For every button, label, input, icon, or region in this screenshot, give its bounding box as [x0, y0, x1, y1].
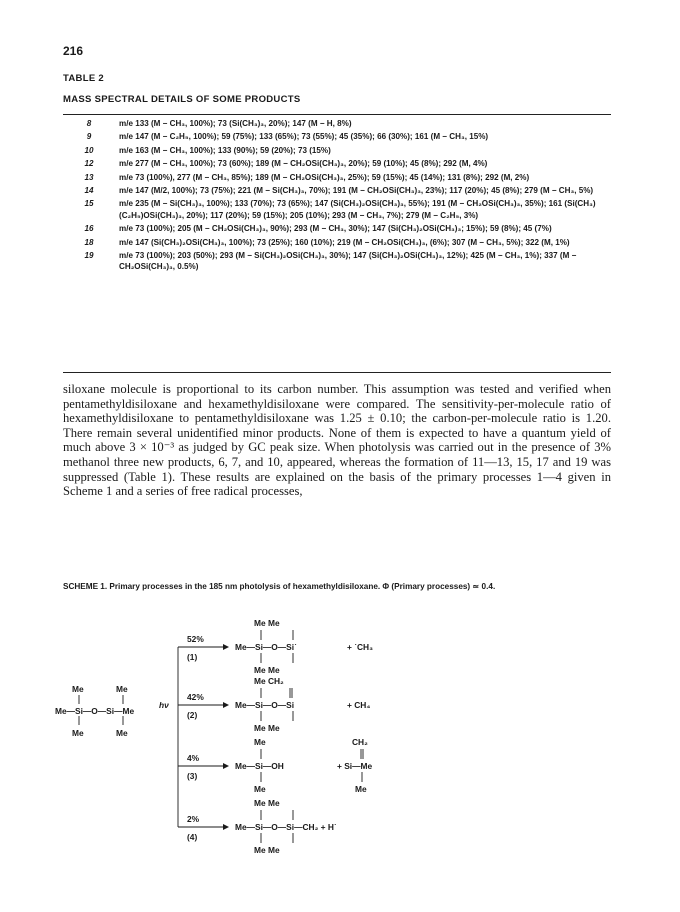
process-product: Me—Si—O—Si—CH₂ + H˙	[235, 822, 337, 832]
body-paragraph	[63, 382, 611, 499]
table-bottom-rule	[63, 372, 611, 373]
table-caption: MASS SPECTRAL DETAILS OF SOME PRODUCTS	[63, 94, 301, 105]
process-coproduct: + CH₄	[347, 700, 371, 710]
table-top-rule	[63, 114, 611, 115]
table-row	[63, 237, 611, 248]
paragraph-text: siloxane molecule is proportional to its carbon number. This assumption was tested and verified when pentamethyldisiloxane and hexamethyldisiloxane were compared. The sensitivity-per-molecule ratio of hexamethyldisiloxane to pentamethyldisiloxane was 1.25 ± 0.10; the carbon-per-molecule ratio is 1.20. There remain several unidentified minor products. None of them is expected to have a quantum yield of much above 3 × 10⁻³ as judged by GC peak size. When photolysis was carried out in the presence of 3% methanol three new products, 6, 7, and 10, appeared, whereas the formation of 11—13, 15, 17 and 19 was suppressed (Table 1). These results are explained on the basis of the primary processes 1—4 given in Scheme 1 and a series of free radical processes,	[63, 382, 611, 499]
spectral-details: m/e 147 (M/2, 100%); 73 (75%); 221 (M − Si(CH₃)₃, 70%); 191 (M − CH₂OSi(CH₃)₃, 23%); 117 (20%); 45 (8%); 279 (M − CH₃, 5%)	[119, 186, 594, 196]
reactant-methyl: Me	[116, 684, 128, 694]
table-row	[63, 131, 611, 142]
process-percent: 42%	[187, 692, 204, 702]
spectral-details: m/e 235 (M − Si(CH₃)₃, 100%); 133 (70%); 73 (65%); 147 (Si(CH₃)₂OSi(CH₃)₃, 55%); 191 (M − CH₂OSi(CH₃)₃, 35%); 161 (Si(CH₃)(C₂H₅)OSi(CH₃)₃, 20%); 117 (20%); 59 (15%); 205 (10%); 293 (M − CH₃, 7%); 279 (M − C₂H₅, 3%)	[119, 199, 596, 220]
process-top-groups: Me Me	[254, 618, 280, 628]
process-bottom-groups: Me Me	[254, 723, 280, 733]
table-row	[63, 223, 611, 234]
spectral-details: m/e 147 (M − C₂H₅, 100%); 59 (75%); 133 (65%); 73 (55%); 45 (35%); 66 (30%); 161 (M − CH₃, 15%)	[119, 132, 489, 142]
table-label: TABLE 2	[63, 73, 104, 84]
compound-number: 14	[84, 186, 94, 196]
compound-number: 19	[84, 251, 94, 261]
spectral-details: m/e 277 (M − CH₃, 100%); 73 (60%); 189 (M − CH₂OSi(CH₃)₃, 20%); 59 (10%); 45 (8%); 292 (M, 4%)	[119, 159, 488, 169]
process-number: (2)	[187, 710, 198, 720]
process-bottom-groups: Me Me	[254, 665, 280, 675]
process-product: Me—Si—O—Si˙	[235, 642, 297, 652]
compound-number: 8	[86, 119, 92, 128]
process-bottom-groups: Me Me	[254, 845, 280, 855]
scheme-caption: SCHEME 1. Primary processes in the 185 nm photolysis of hexamethyldisiloxane. Φ (Primary processes) ≃ 0.4.	[63, 582, 496, 591]
table-row	[63, 118, 611, 129]
table-row	[63, 172, 611, 183]
table-row	[63, 145, 611, 156]
process-number: (1)	[187, 652, 198, 662]
compound-number: 18	[84, 237, 94, 247]
process-number: (4)	[187, 832, 198, 842]
arrowhead-3	[223, 763, 229, 769]
spectral-details: m/e 147 (Si(CH₃)₂OSi(CH₃)₃, 100%); 73 (25%); 160 (10%); 219 (M − CH₂OSi(CH₃)₃, (6%); 307 (M − CH₃, 5%); 322 (M, 1%)	[119, 237, 570, 247]
process-percent: 4%	[187, 753, 200, 763]
process-percent: 2%	[187, 814, 200, 824]
process-coproduct-bottom: Me	[355, 784, 367, 794]
process-coproduct-top: CH₂	[352, 737, 368, 747]
table-row	[63, 198, 611, 221]
process-top-groups: Me	[254, 737, 266, 747]
spectral-details: m/e 73 (100%); 205 (M − CH₂OSi(CH₃)₃, 90%); 293 (M − CH₃, 30%); 147 (Si(CH₃)₂OSi(CH₃)₃; 15%); 59 (8%); 45 (7%)	[119, 224, 552, 234]
spectral-details: m/e 163 (M − CH₃, 100%); 133 (90%); 59 (20%); 73 (15%)	[119, 145, 331, 155]
process-product: Me—Si—O—Si	[235, 700, 295, 710]
reactant-methyl: Me	[116, 728, 128, 738]
arrowhead-1	[223, 644, 229, 650]
compound-number: 12	[84, 159, 94, 169]
table-row	[63, 158, 611, 169]
spectral-details: m/e 73 (100%), 277 (M − CH₃, 85%); 189 (M − CH₂OSi(CH₃)₃, 25%); 59 (15%); 45 (14%); 131 (8%); 292 (M, 2%)	[119, 172, 530, 182]
process-number: (3)	[187, 771, 198, 781]
process-product: Me—Si—OH	[235, 761, 284, 771]
process-top-groups: Me Me	[254, 798, 280, 808]
page-number: 216	[63, 44, 84, 58]
photon-label: hν	[159, 700, 169, 710]
mass-spectral-table	[63, 118, 611, 275]
arrowheads	[223, 644, 229, 830]
compound-number: 15	[84, 199, 94, 209]
compound-number: 10	[84, 145, 94, 155]
spectral-details: m/e 133 (M − CH₃, 100%); 73 (Si(CH₃)₃, 20%); 147 (M − H, 8%)	[119, 119, 352, 128]
arrowhead-2	[223, 702, 229, 708]
reactant-methyl: Me	[72, 728, 84, 738]
process-top-groups: Me CH₂	[254, 676, 284, 686]
arrowhead-4	[223, 824, 229, 830]
compound-number: 16	[84, 224, 94, 234]
spectral-details: m/e 73 (100%); 203 (50%); 293 (M − Si(CH₃)₂OSi(CH₃)₃, 30%); 147 (Si(CH₃)₂OSi(CH₃)₃, 12%); 425 (M − CH₃, 1%); 337 (M − CH₂OSi(CH₃)₃, 0.5%)	[119, 251, 577, 272]
compound-number: 9	[86, 132, 92, 142]
process-coproduct: + ˙CH₃	[347, 642, 373, 652]
process-coproduct: + Si—Me	[337, 761, 373, 771]
process-percent: 52%	[187, 634, 204, 644]
compound-number: 13	[84, 172, 94, 182]
reactant-chain: Me—Si—O—Si—Me	[55, 706, 135, 716]
table-row	[63, 250, 611, 273]
reactant-methyl: Me	[72, 684, 84, 694]
process-bottom-groups: Me	[254, 784, 266, 794]
reaction-scheme-diagram	[55, 612, 505, 902]
table-row	[63, 185, 611, 196]
